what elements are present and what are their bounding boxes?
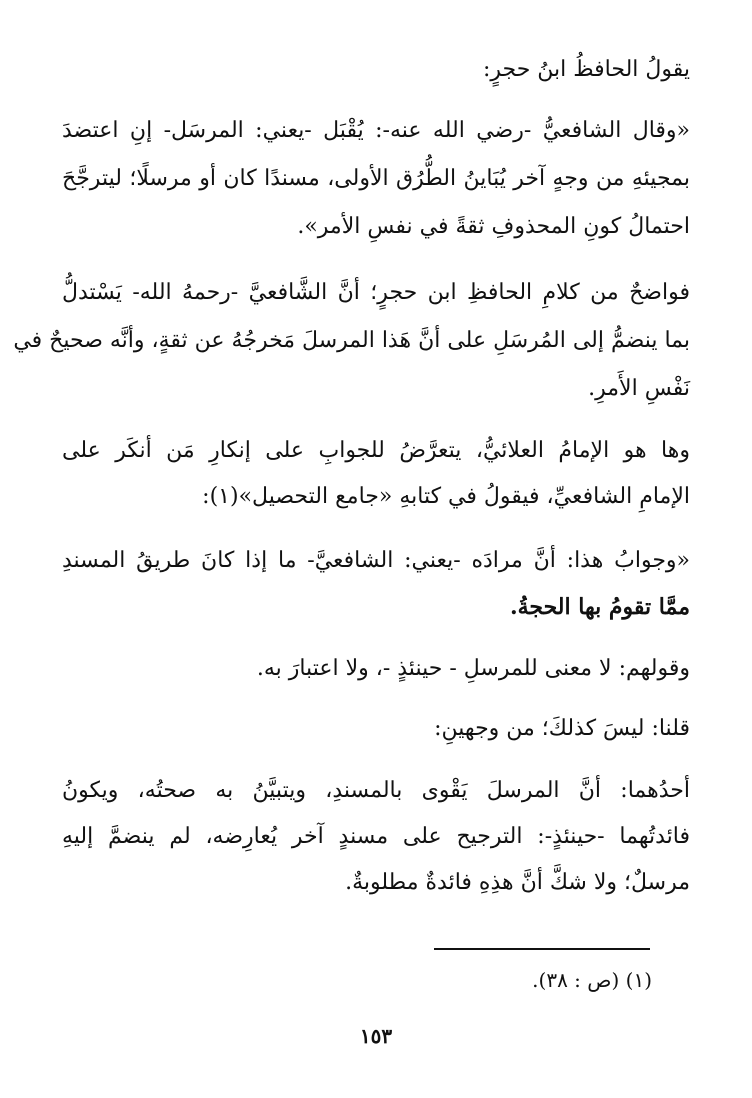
page-number: ١٥٣ xyxy=(359,1024,393,1048)
paragraph-line: فائدتُهما -حينئذٍ-: الترجيح على مسندٍ آخر يُعارِضه، لم ينضمَّ إليهِ xyxy=(62,824,690,849)
paragraph-line: وقولهم: لا معنى للمرسلِ - حينئذٍ -، ولا اعتبارَ به. xyxy=(256,656,690,681)
paragraph-line: وها هو الإمامُ العلائيُّ، يتعرَّضُ للجوابِ على إنكارِ مَن أنكَر على xyxy=(62,438,690,463)
paragraph-line: نَفْسِ الأَمرِ. xyxy=(588,376,690,401)
quote-line: ممَّا تقومُ بها الحجةُ. xyxy=(509,594,690,620)
paragraph-line: فواضحٌ من كلامِ الحافظِ ابن حجرٍ؛ أنَّ الشَّافعيَّ -رحمهُ الله- يَسْتدلُّ xyxy=(62,280,690,305)
paragraph-line: أحدُهما: أنَّ المرسلَ يَقْوى بالمسندِ، ويتبيَّنُ به صحتُه، ويكونُ xyxy=(62,778,690,803)
footnote: (١) (ص : ٣٨). xyxy=(532,968,652,992)
quote-line: «وقال الشافعيُّ -رضي الله عنه-: يُقْبَل -يعني: المرسَل- إنِ اعتضدَ xyxy=(62,118,690,143)
footnote-divider xyxy=(434,948,650,950)
paragraph-line: قلنا: ليسَ كذلكَ؛ من وجهينِ: xyxy=(434,716,690,741)
quote-line: بمجيئهِ من وجهٍ آخر يُبَاينُ الطُّرُق الأولى، مسندًا كان أو مرسلًا؛ ليترجَّحَ xyxy=(62,166,690,191)
paragraph-line: مرسلٌ؛ ولا شكَّ أنَّ هذِهِ فائدةٌ مطلوبةٌ. xyxy=(345,870,690,895)
intro-line: يقولُ الحافظُ ابنُ حجرٍ: xyxy=(482,57,690,82)
quote-line: احتمالُ كونِ المحذوفِ ثقةً في نفسِ الأمر». xyxy=(297,214,690,239)
paragraph-line: الإمامِ الشافعيِّ، فيقولُ في كتابهِ «جامع التحصيل»(١): xyxy=(202,484,690,509)
quote-line: «وجوابُ هذا: أنَّ مرادَه -يعني: الشافعيَّ- ما إذا كانَ طريقُ المسندِ xyxy=(62,548,690,573)
paragraph-line: بما ينضمُّ إلى المُرسَلِ على أنَّ هَذا المرسلَ مَخرجُهُ عن ثقةٍ، وأنَّه صحيحٌ في xyxy=(13,328,690,353)
